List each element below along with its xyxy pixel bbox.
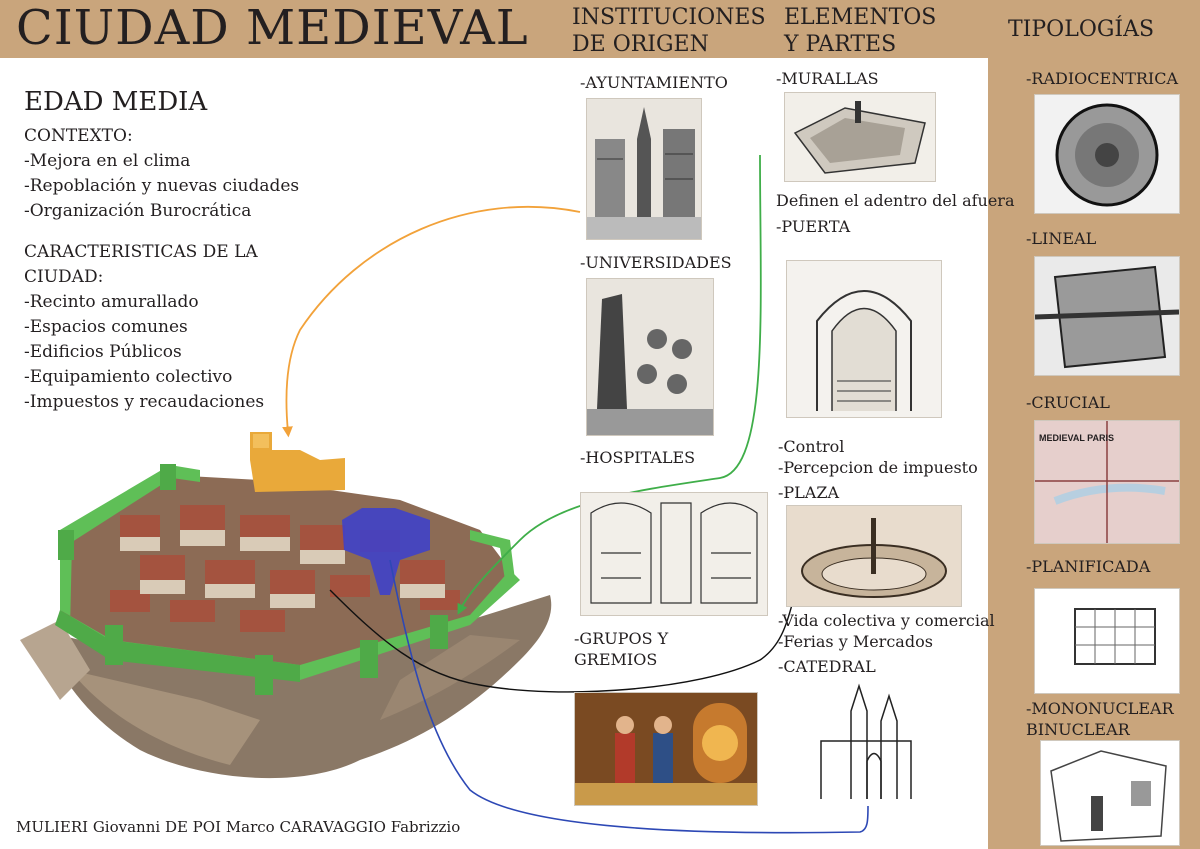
plaza-description: -Vida colectiva y comercial -Ferias y Mercados [778, 611, 995, 651]
context-item: -Organización Burocrática [24, 201, 252, 221]
murallas-drawing [784, 92, 936, 182]
characteristic-item: -Espacios comunes [24, 317, 188, 337]
gremios-painting [574, 692, 758, 806]
crucial-map-caption: MEDIEVAL PARIS [1039, 433, 1115, 443]
puerta-description: -Control -Percepcion de impuesto [778, 437, 978, 477]
context-item: -Mejora en el clima [24, 151, 191, 171]
label-universidades: -UNIVERSIDADES [580, 253, 732, 272]
catedral-sketch [800, 680, 936, 804]
lineal-map [1034, 256, 1180, 376]
column-heading-elementos: ELEMENTOS Y PARTES [784, 5, 937, 57]
page-title: CIUDAD MEDIEVAL [16, 0, 529, 56]
column-heading-instituciones: INSTITUCIONES DE ORIGEN [572, 5, 766, 57]
characteristic-item: -Edificios Públicos [24, 342, 182, 362]
arrow-orange [286, 207, 580, 432]
label-crucial: -CRUCIAL [1026, 393, 1110, 412]
medieval-city-illustration [0, 420, 570, 800]
label-catedral: -CATEDRAL [778, 657, 876, 676]
characteristic-item: -Recinto amurallado [24, 292, 199, 312]
characteristic-item: -Equipamiento colectivo [24, 367, 233, 387]
label-murallas: -MURALLAS [776, 69, 879, 88]
column-heading-tipologias: TIPOLOGÍAS [1008, 17, 1155, 42]
murallas-description: Definen el adentro del afuera [776, 191, 1015, 210]
label-lineal: -LINEAL [1026, 229, 1097, 248]
puerta-drawing [786, 260, 942, 418]
label-plaza: -PLAZA [778, 483, 840, 502]
label-hospitales: -HOSPITALES [580, 448, 696, 467]
crucial-map [1034, 420, 1180, 544]
label-radiocentrica: -RADIOCENTRICA [1026, 69, 1179, 88]
credits-line: MULIERI Giovanni DE POI Marco CARAVAGGIO Fabrizzio [16, 818, 461, 836]
context-block: CONTEXTO: -Mejora en el clima -Repoblación y nuevas ciudades -Organización Burocrática [24, 124, 299, 224]
planificada-plan [1034, 588, 1180, 694]
radiocentrica-map [1034, 94, 1180, 214]
universidades-engraving [586, 278, 714, 436]
label-planificada: -PLANIFICADA [1026, 557, 1151, 576]
hospitales-engraving [580, 492, 768, 616]
label-puerta: -PUERTA [776, 217, 851, 236]
label-mononuclear-binuclear: -MONONUCLEAR BINUCLEAR [1026, 699, 1174, 739]
label-grupos-gremios: -GRUPOS Y GREMIOS [574, 629, 669, 669]
label-ayuntamiento: -AYUNTAMIENTO [580, 73, 728, 92]
plaza-engraving [786, 505, 962, 607]
characteristic-item: -Impuestos y recaudaciones [24, 392, 265, 412]
mononuclear-plan [1040, 740, 1180, 846]
context-item: -Repoblación y nuevas ciudades [24, 176, 300, 196]
ayuntamiento-engraving [586, 98, 702, 240]
era-heading: EDAD MEDIA [24, 87, 208, 117]
characteristics-block: CARACTERISTICAS DE LA CIUDAD: -Recinto amurallado -Espacios comunes -Edificios Públicos -Equipamiento colectivo -Impuestos y recaudaciones [24, 240, 264, 415]
